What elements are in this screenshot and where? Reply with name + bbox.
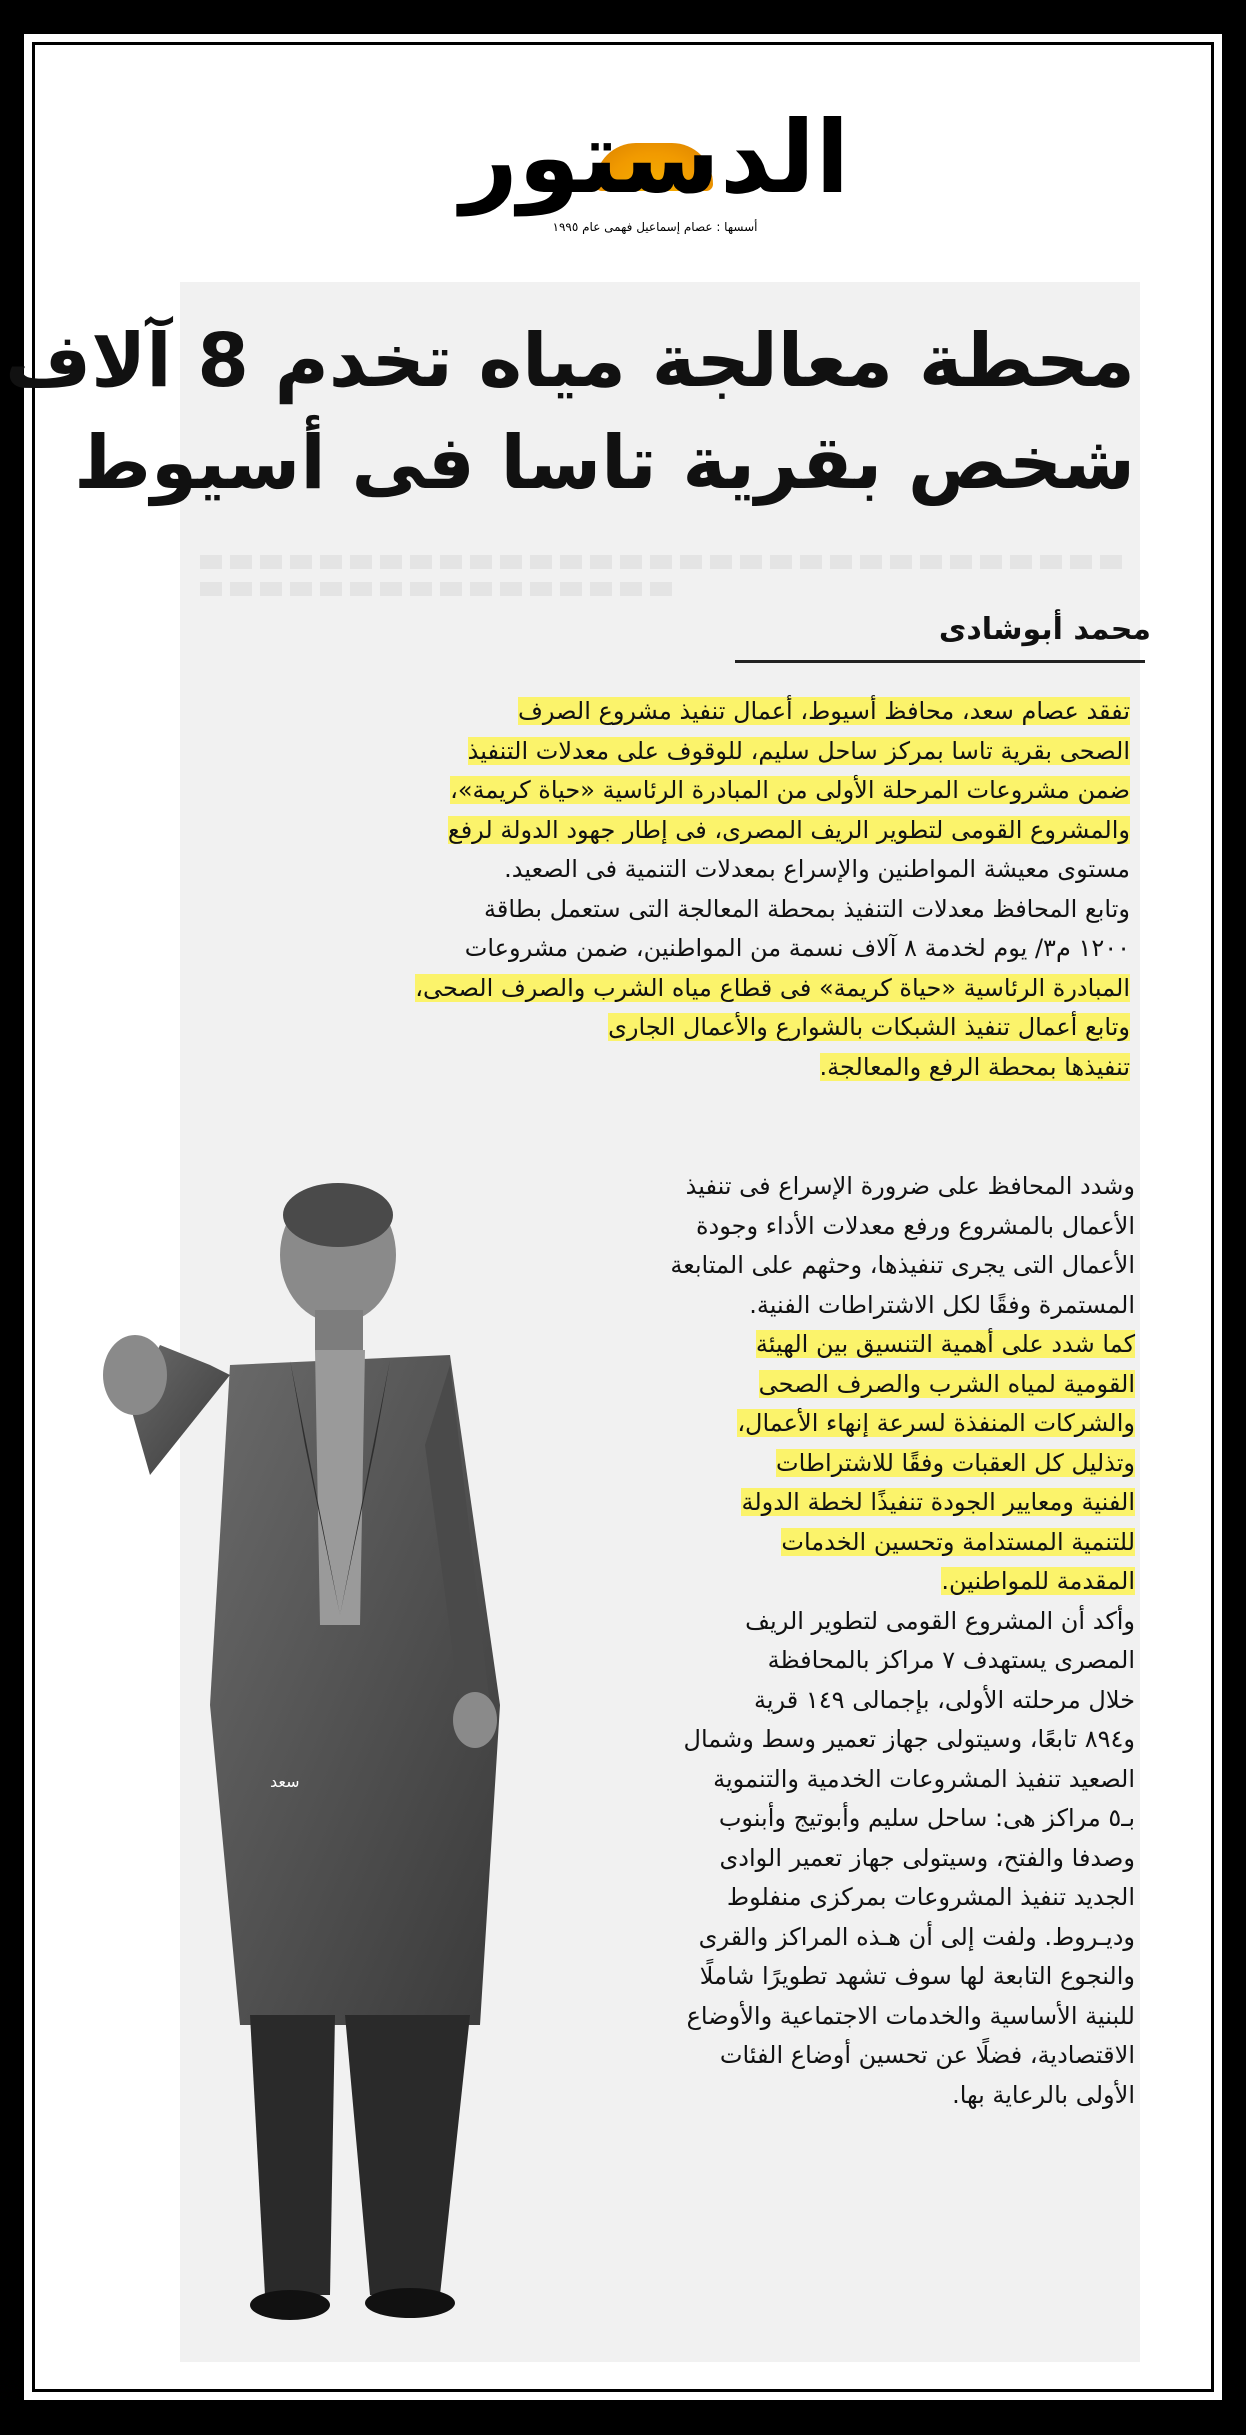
body-line: كما شدد على أهمية التنسيق بين الهيئة: [755, 1330, 1135, 1358]
body-line: المصرى يستهدف ٧ مراكز بالمحافظة: [767, 1646, 1135, 1674]
bleed-through-line: [200, 582, 680, 596]
body-line: وتابع أعمال تنفيذ الشبكات بالشوارع والأعمال الجارى: [608, 1013, 1130, 1041]
person-figure: [90, 1145, 540, 2325]
article-headline: [5, 310, 1135, 514]
body-line: للبنية الأساسية والخدمات الاجتماعية والأوضاع: [686, 2001, 1135, 2030]
byline-rule: [735, 660, 1145, 663]
body-line: والشركات المنفذة لسرعة إنهاء الأعمال،: [737, 1409, 1135, 1437]
body-line: والمشروع القومى لتطوير الريف المصرى، فى إطار جهود الدولة لرفع: [447, 815, 1130, 844]
headline-line: شخص بقرية تاسا فى أسيوط: [74, 420, 1135, 506]
body-line: المستمرة وفقًا لكل الاشتراطات الفنية.: [749, 1290, 1135, 1319]
body-line: الأولى بالرعاية بها.: [952, 2080, 1135, 2109]
body-line: تنفيذها بمحطة الرفع والمعالجة.: [819, 1052, 1130, 1081]
body-line: وشدد المحافظ على ضرورة الإسراع فى تنفيذ: [685, 1172, 1135, 1200]
headline-line: محطة معالجة مياه تخدم 8 آلاف: [5, 318, 1135, 404]
body-line: مستوى معيشة المواطنين والإسراع بمعدلات التنمية فى الصعيد.: [504, 855, 1130, 883]
masthead-name: الدستور: [460, 99, 850, 216]
body-line: المقدمة للمواطنين.: [941, 1567, 1135, 1595]
body-line: وأكد أن المشروع القومى لتطوير الريف: [745, 1606, 1135, 1635]
body-line: وديـروط. ولفت إلى أن هـذه المراكز والقرى: [698, 1922, 1135, 1951]
body-line: الجديد تنفيذ المشروعات بمركزى منفلوط: [726, 1883, 1135, 1911]
body-line: المبادرة الرئاسية «حياة كريمة» فى قطاع مياه الشرب والصرف الصحى،: [415, 973, 1130, 1002]
body-line: ١٢٠٠ م٣/ يوم لخدمة ٨ آلاف نسمة من المواطنين، ضمن مشروعات: [464, 934, 1130, 962]
bleed-through-line: [200, 555, 1130, 569]
body-line: الفنية ومعايير الجودة تنفيذًا لخطة الدولة: [741, 1488, 1135, 1516]
body-line: خلال مرحلته الأولى، بإجمالى ١٤٩ قرية: [754, 1685, 1135, 1714]
article-column: [530, 1167, 1135, 2115]
body-line: الأعمال التى يجرى تنفيذها، وحثهم على المتابعة: [670, 1251, 1135, 1279]
body-line: والنجوع التابعة لها سوف تشهد تطويرًا شاملًا: [699, 1962, 1135, 1990]
body-line: وتابع المحافظ معدلات التنفيذ بمحطة المعالجة التى ستعمل بطاقة: [484, 894, 1130, 923]
article-intro: [175, 692, 1130, 1087]
body-line: وتذليل كل العقبات وفقًا للاشتراطات: [776, 1448, 1135, 1477]
body-line: ضمن مشروعات المرحلة الأولى من المبادرة الرئاسية «حياة كريمة»،: [450, 776, 1130, 804]
body-line: بـ٥ مراكز هى: ساحل سليم وأبوتيج وأبنوب: [718, 1804, 1135, 1832]
body-line: الاقتصادية، فضلًا عن تحسين أوضاع الفئات: [719, 2041, 1135, 2069]
masthead-tagline: أسسها : عصام إسماعيل فهمى عام ١٩٩٥: [552, 220, 758, 234]
body-line: الصعيد تنفيذ المشروعات الخدمية والتنموية: [713, 1764, 1135, 1793]
body-line: الصحى بقرية تاسا بمركز ساحل سليم، للوقوف على معدلات التنفيذ: [467, 736, 1130, 765]
newspaper-masthead: [420, 95, 890, 245]
body-line: القومية لمياه الشرب والصرف الصحى: [758, 1369, 1135, 1398]
byline: محمد أبوشادى: [938, 612, 1151, 647]
body-line: للتنمية المستدامة وتحسين الخدمات: [781, 1527, 1135, 1556]
body-line: و٨٩٤ تابعًا، وسيتولى جهاز تعمير وسط وشمال: [683, 1725, 1135, 1753]
body-line: الأعمال بالمشروع ورفع معدلات الأداء وجودة: [695, 1211, 1135, 1240]
body-line: تفقد عصام سعد، محافظ أسيوط، أعمال تنفيذ مشروع الصرف: [517, 697, 1130, 725]
official-photo: [90, 1145, 540, 2325]
body-line: وصدفا والفتح، وسيتولى جهاز تعمير الوادى: [719, 1843, 1135, 1872]
photo-caption: سعد: [270, 1772, 300, 1791]
